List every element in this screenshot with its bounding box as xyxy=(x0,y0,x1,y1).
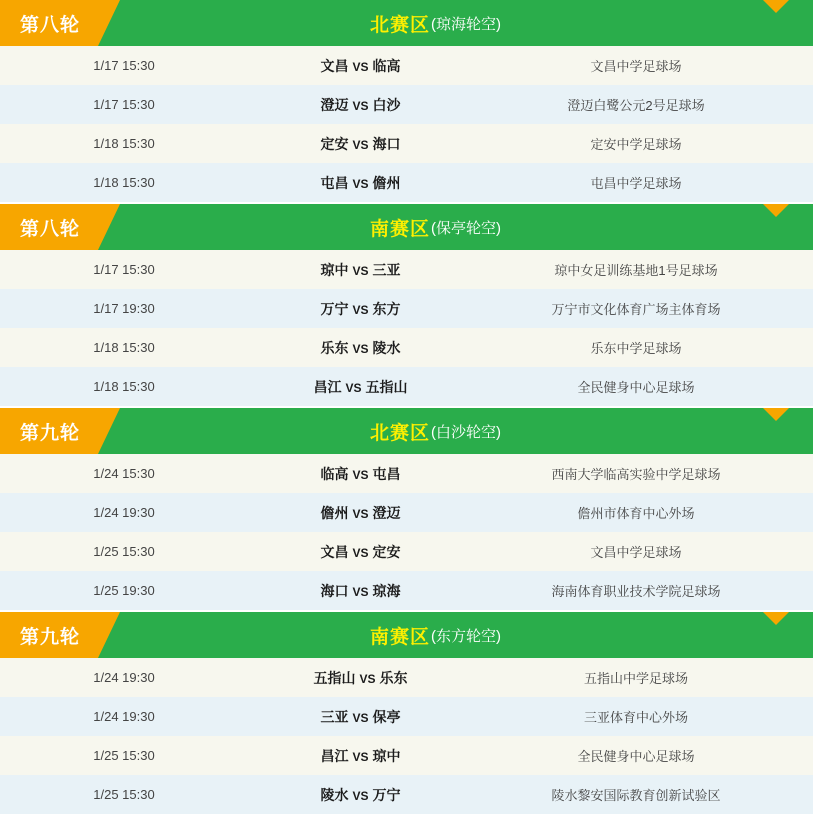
match-venue: 乐东中学足球场 xyxy=(590,341,682,356)
match-teams xyxy=(248,464,473,484)
zone-title xyxy=(98,0,813,46)
match-time: 1/25 19:30 xyxy=(93,583,155,598)
home-team: 文昌 xyxy=(320,543,349,560)
triangle-notch-icon xyxy=(763,204,789,217)
table-row xyxy=(0,328,813,367)
vs-label: VS xyxy=(352,176,369,191)
away-team: 乐东 xyxy=(379,669,408,686)
zone-title xyxy=(98,204,813,250)
away-team: 万宁 xyxy=(372,786,401,803)
table-row xyxy=(0,367,813,406)
home-team: 五指山 xyxy=(313,669,356,686)
away-team: 定安 xyxy=(372,543,401,560)
away-team: 临高 xyxy=(372,57,401,74)
table-row xyxy=(0,46,813,85)
round-block xyxy=(0,0,813,202)
match-time: 1/18 15:30 xyxy=(93,340,155,355)
round-header xyxy=(0,612,813,658)
away-team: 屯昌 xyxy=(372,465,401,482)
match-time: 1/25 15:30 xyxy=(93,787,155,802)
away-team: 儋州 xyxy=(372,174,401,191)
table-row xyxy=(0,250,813,289)
zone-name: 北赛区 xyxy=(370,14,431,36)
match-teams xyxy=(248,95,473,115)
home-team: 陵水 xyxy=(320,786,349,803)
bye-note: (东方轮空) xyxy=(431,627,502,645)
table-row xyxy=(0,775,813,814)
table-row xyxy=(0,736,813,775)
round-tag: 第九轮 xyxy=(0,612,98,658)
vs-label: VS xyxy=(345,380,362,395)
match-venue: 西南大学临高实验中学足球场 xyxy=(551,467,721,482)
home-team: 澄迈 xyxy=(320,96,349,113)
zone-title xyxy=(98,612,813,658)
match-teams xyxy=(248,707,473,727)
match-venue: 全民健身中心足球场 xyxy=(577,749,695,764)
bye-note: (保亭轮空) xyxy=(431,219,502,237)
zone-name: 南赛区 xyxy=(370,218,431,240)
round-header xyxy=(0,0,813,46)
table-row xyxy=(0,124,813,163)
away-team: 海口 xyxy=(372,135,401,152)
match-venue: 陵水黎安国际教育创新试验区 xyxy=(551,788,721,803)
round-block xyxy=(0,408,813,610)
away-team: 澄迈 xyxy=(372,504,401,521)
match-time: 1/17 15:30 xyxy=(93,58,155,73)
match-time: 1/24 19:30 xyxy=(93,505,155,520)
table-row xyxy=(0,85,813,124)
match-teams xyxy=(248,56,473,76)
home-team: 昌江 xyxy=(313,378,342,395)
home-team: 屯昌 xyxy=(320,174,349,191)
round-tag: 第八轮 xyxy=(0,204,98,250)
table-row xyxy=(0,163,813,202)
vs-label: VS xyxy=(352,341,369,356)
home-team: 昌江 xyxy=(320,747,349,764)
vs-label: VS xyxy=(352,98,369,113)
vs-label: VS xyxy=(352,506,369,521)
vs-label: VS xyxy=(352,137,369,152)
away-team: 琼海 xyxy=(372,582,401,599)
vs-label: VS xyxy=(352,545,369,560)
away-team: 三亚 xyxy=(372,261,401,278)
match-teams xyxy=(248,377,473,397)
table-row xyxy=(0,697,813,736)
table-row xyxy=(0,658,813,697)
table-row xyxy=(0,493,813,532)
vs-label: VS xyxy=(352,263,369,278)
match-venue: 琼中女足训练基地1号足球场 xyxy=(554,263,718,278)
match-teams xyxy=(248,338,473,358)
away-team: 保亭 xyxy=(372,708,401,725)
match-venue: 万宁市文化体育广场主体育场 xyxy=(551,302,721,317)
bye-note: (白沙轮空) xyxy=(431,423,502,441)
vs-label: VS xyxy=(352,467,369,482)
match-teams xyxy=(248,173,473,193)
round-tag: 第八轮 xyxy=(0,0,98,46)
round-tag: 第九轮 xyxy=(0,408,98,454)
match-time: 1/18 15:30 xyxy=(93,379,155,394)
match-teams xyxy=(248,134,473,154)
match-venue: 文昌中学足球场 xyxy=(590,545,682,560)
triangle-notch-icon xyxy=(763,408,789,421)
round-header xyxy=(0,204,813,250)
table-row xyxy=(0,289,813,328)
vs-label: VS xyxy=(352,59,369,74)
match-teams xyxy=(248,581,473,601)
away-team: 白沙 xyxy=(372,96,401,113)
match-time: 1/24 15:30 xyxy=(93,466,155,481)
home-team: 乐东 xyxy=(320,339,349,356)
match-teams xyxy=(248,260,473,280)
match-time: 1/18 15:30 xyxy=(93,136,155,151)
home-team: 儋州 xyxy=(320,504,349,521)
vs-label: VS xyxy=(352,788,369,803)
home-team: 文昌 xyxy=(320,57,349,74)
away-team: 陵水 xyxy=(372,339,401,356)
match-teams xyxy=(248,668,473,688)
home-team: 海口 xyxy=(320,582,349,599)
match-venue: 全民健身中心足球场 xyxy=(577,380,695,395)
home-team: 万宁 xyxy=(320,300,349,317)
match-venue: 五指山中学足球场 xyxy=(583,671,688,686)
match-venue: 三亚体育中心外场 xyxy=(583,710,688,725)
home-team: 临高 xyxy=(320,465,349,482)
table-row xyxy=(0,532,813,571)
match-teams xyxy=(248,542,473,562)
triangle-notch-icon xyxy=(763,0,789,13)
table-row xyxy=(0,454,813,493)
match-venue: 儋州市体育中心外场 xyxy=(577,506,695,521)
away-team: 五指山 xyxy=(365,378,408,395)
vs-label: VS xyxy=(352,584,369,599)
home-team: 三亚 xyxy=(320,708,349,725)
zone-title xyxy=(98,408,813,454)
vs-label: VS xyxy=(352,710,369,725)
vs-label: VS xyxy=(352,749,369,764)
zone-name: 南赛区 xyxy=(370,626,431,648)
match-teams xyxy=(248,746,473,766)
match-teams xyxy=(248,785,473,805)
home-team: 琼中 xyxy=(320,261,349,278)
match-time: 1/17 15:30 xyxy=(93,97,155,112)
match-venue: 定安中学足球场 xyxy=(590,137,682,152)
vs-label: VS xyxy=(352,302,369,317)
round-block xyxy=(0,204,813,406)
match-time: 1/25 15:30 xyxy=(93,748,155,763)
triangle-notch-icon xyxy=(763,612,789,625)
home-team: 定安 xyxy=(320,135,349,152)
bye-note: (琼海轮空) xyxy=(431,15,502,33)
away-team: 琼中 xyxy=(372,747,401,764)
round-block xyxy=(0,612,813,814)
match-time: 1/18 15:30 xyxy=(93,175,155,190)
match-time: 1/17 19:30 xyxy=(93,301,155,316)
match-time: 1/17 15:30 xyxy=(93,262,155,277)
table-row xyxy=(0,571,813,610)
match-time: 1/24 19:30 xyxy=(93,670,155,685)
match-venue: 屯昌中学足球场 xyxy=(590,176,682,191)
match-time: 1/24 19:30 xyxy=(93,709,155,724)
match-teams xyxy=(248,503,473,523)
match-teams xyxy=(248,299,473,319)
match-venue: 文昌中学足球场 xyxy=(590,59,682,74)
away-team: 东方 xyxy=(372,300,401,317)
zone-name: 北赛区 xyxy=(370,422,431,444)
match-venue: 澄迈白鹭公元2号足球场 xyxy=(567,98,705,113)
match-venue: 海南体育职业技术学院足球场 xyxy=(551,584,721,599)
match-time: 1/25 15:30 xyxy=(93,544,155,559)
vs-label: VS xyxy=(359,671,376,686)
round-header xyxy=(0,408,813,454)
